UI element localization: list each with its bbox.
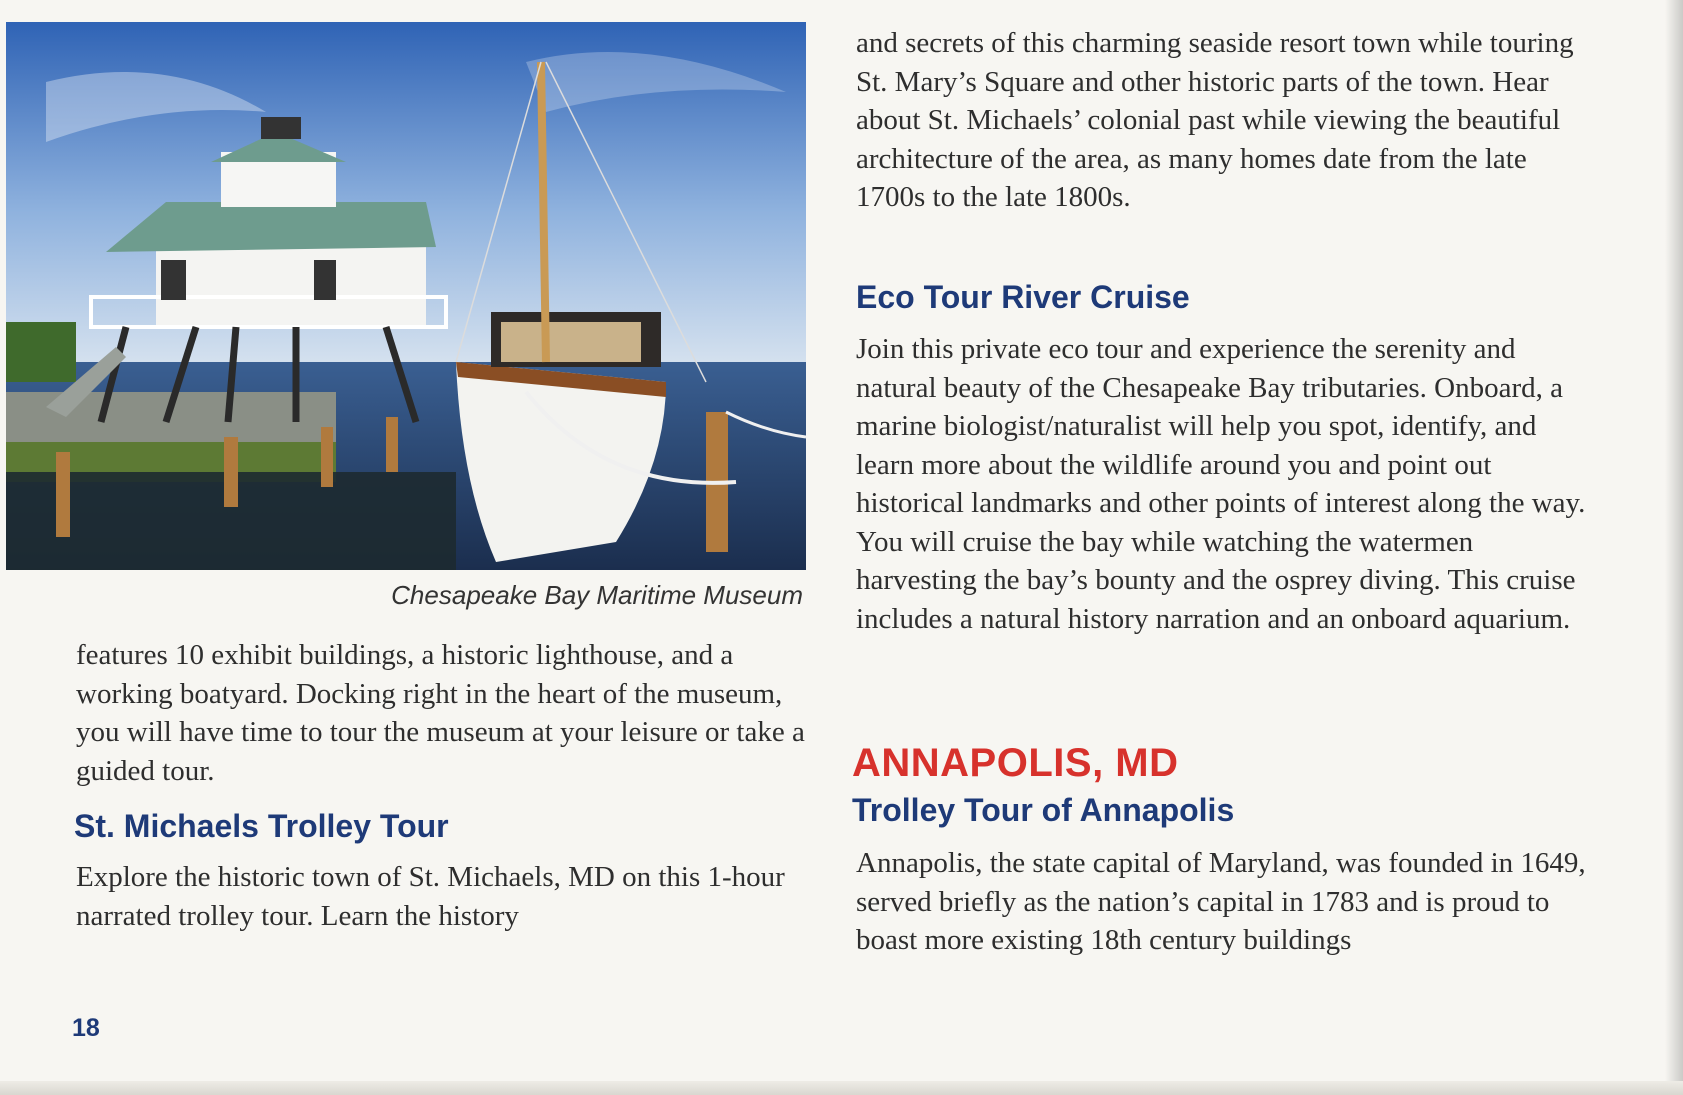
lighthouse-photo	[6, 22, 806, 570]
st-michaels-body: Explore the historic town of St. Michaels, MD on this 1-hour narrated trolley tour. Learn the history	[76, 861, 785, 932]
eco-tour-body: Join this private eco tour and experience the serenity and natural beauty of the Chesapeake Bay tributaries. Onboard, a marine biologist/naturalist will help you spot, identify, and learn more about the wildlife around you and point out historical landmarks and other points of interest along the way. You will cruise the bay while watching the watermen harvesting the bay’s bounty and the osprey diving. This cruise includes a natural history narration and an onboard aquarium.	[856, 333, 1586, 635]
st-michaels-heading: St. Michaels Trolley Tour	[74, 808, 449, 844]
annapolis-city-heading: ANNAPOLIS, MD	[852, 741, 1179, 785]
page-edge-shadow	[1665, 0, 1683, 1095]
annapolis-trolley-heading: Trolley Tour of Annapolis	[852, 792, 1235, 828]
annapolis-body: Annapolis, the state capital of Maryland, was founded in 1649, served briefly as the nation’s capital in 1783 and is proud to boast more existing 18th century buildings	[856, 847, 1586, 956]
continued-paragraph: and secrets of this charming seaside resort town while touring St. Mary’s Square and other historic parts of the town. Hear about St. Michaels’ colonial past while viewing the beautiful architecture of the area, as many homes date from the late 1700s to the late 1800s.	[856, 27, 1574, 213]
page-bottom-edge	[0, 1081, 1683, 1095]
photo-caption: Chesapeake Bay Maritime Museum	[391, 580, 803, 610]
page-number: 18	[72, 1014, 100, 1042]
intro-paragraph: features 10 exhibit buildings, a historic lighthouse, and a working boatyard. Docking right in the heart of the museum, you will have time to tour the museum at your leisure or take a guided tour.	[76, 639, 805, 787]
eco-tour-heading: Eco Tour River Cruise	[856, 279, 1190, 315]
